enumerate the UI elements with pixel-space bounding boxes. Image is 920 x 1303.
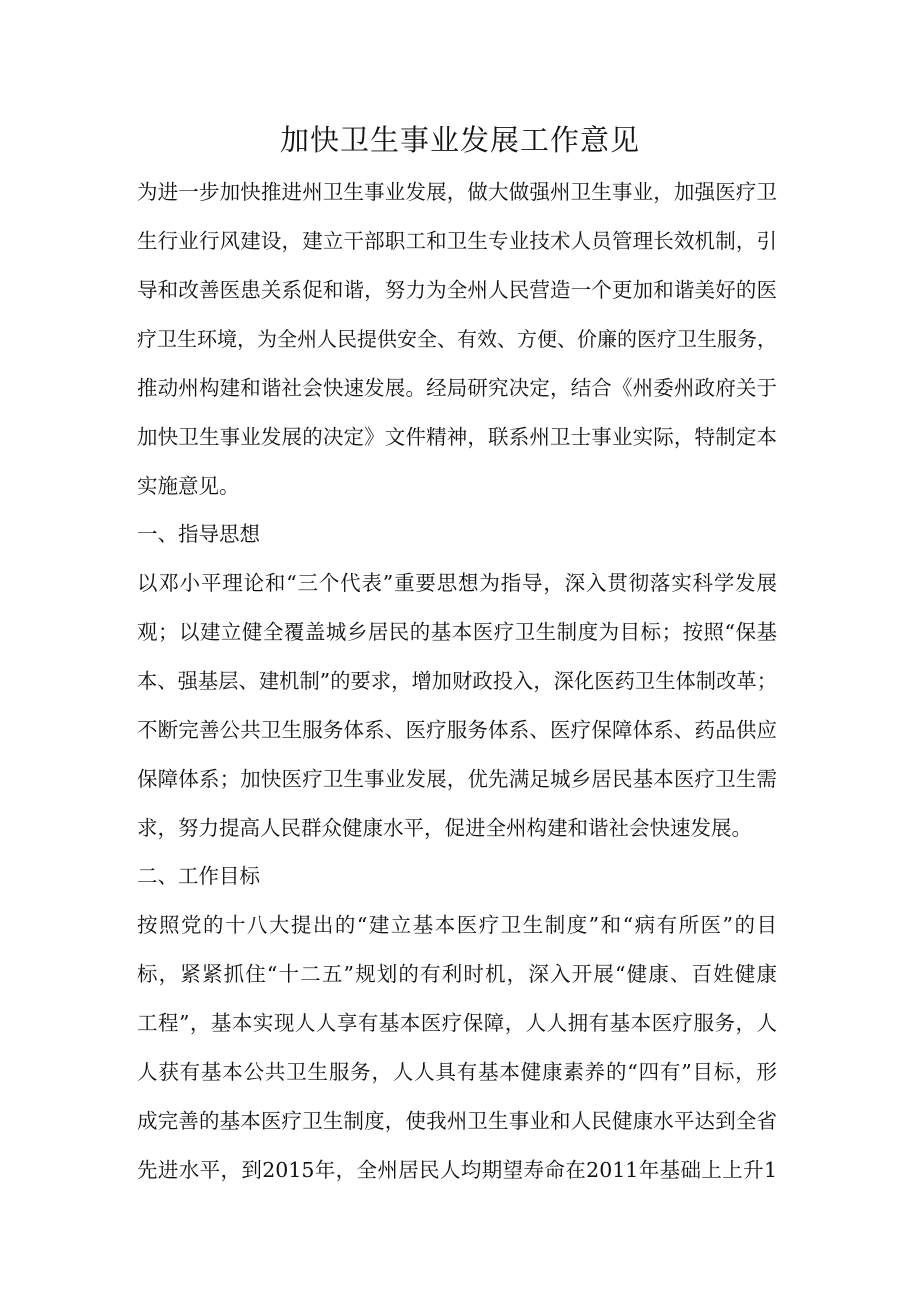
paragraph-line-5: 推动州构建和谐社会快速发展。经局研究决定，结合《州委州政府关于 <box>137 376 777 400</box>
paragraph-line-8: 以邓小平理论和“三个代表”重要思想为指导，深入贯彻落实科学发展 <box>137 571 777 595</box>
document-title: 加快卫生事业发展工作意见 <box>279 123 640 157</box>
paragraph-line-17: 人获有基本公共卫生服务，人人具有基本健康素养的“四有”目标，形 <box>137 1060 777 1084</box>
paragraph-line-3: 导和改善医患关系促和谐，努力为全州人民营造一个更加和谐美好的医 <box>137 278 777 302</box>
paragraph-line-19: 先进水平，到2015年，全州居民人均期望寿命在2011年基础上上升1 <box>137 1158 777 1182</box>
paragraph-line-16: 工程”，基本实现人人享有基本医疗保障，人人拥有基本医疗服务，人 <box>137 1011 777 1035</box>
section-heading-2: 二、工作目标 <box>137 864 260 888</box>
paragraph-line-4: 疗卫生环境，为全州人民提供安全、有效、方便、价廉的医疗卫生服务， <box>137 327 777 351</box>
paragraph-line-2: 生行业行风建设，建立干部职工和卫生专业技术人员管理长效机制，引 <box>137 229 777 253</box>
paragraph-line-13: 求，努力提高人民群众健康水平，促进全州构建和谐社会快速发展。 <box>137 816 752 840</box>
paragraph-line-12: 保障体系；加快医疗卫生事业发展，优先满足城乡居民基本医疗卫生需 <box>137 767 777 791</box>
paragraph-line-11: 不断完善公共卫生服务体系、医疗服务体系、医疗保障体系、药品供应 <box>137 718 777 742</box>
section-heading-1: 一、指导思想 <box>137 522 260 546</box>
paragraph-line-14: 按照党的十八大提出的“建立基本医疗卫生制度”和“病有所医”的目 <box>137 913 777 937</box>
paragraph-line-18: 成完善的基本医疗卫生制度，使我州卫生事业和人民健康水平达到全省 <box>137 1109 777 1133</box>
paragraph-line-9: 观；以建立健全覆盖城乡居民的基本医疗卫生制度为目标；按照“保基 <box>137 620 777 644</box>
paragraph-line-6: 加快卫生事业发展的决定》文件精神，联系州卫士事业实际，特制定本 <box>137 425 777 449</box>
paragraph-line-1: 为进一步加快推进州卫生事业发展，做大做强州卫生事业，加强医疗卫 <box>137 180 777 204</box>
paragraph-line-15: 标，紧紧抓住“十二五”规划的有利时机，深入开展“健康、百姓健康 <box>137 962 777 986</box>
paragraph-line-10: 本、强基层、建机制”的要求，增加财政投入，深化医药卫生体制改革； <box>137 669 777 693</box>
paragraph-line-7: 实施意见。 <box>137 474 240 498</box>
